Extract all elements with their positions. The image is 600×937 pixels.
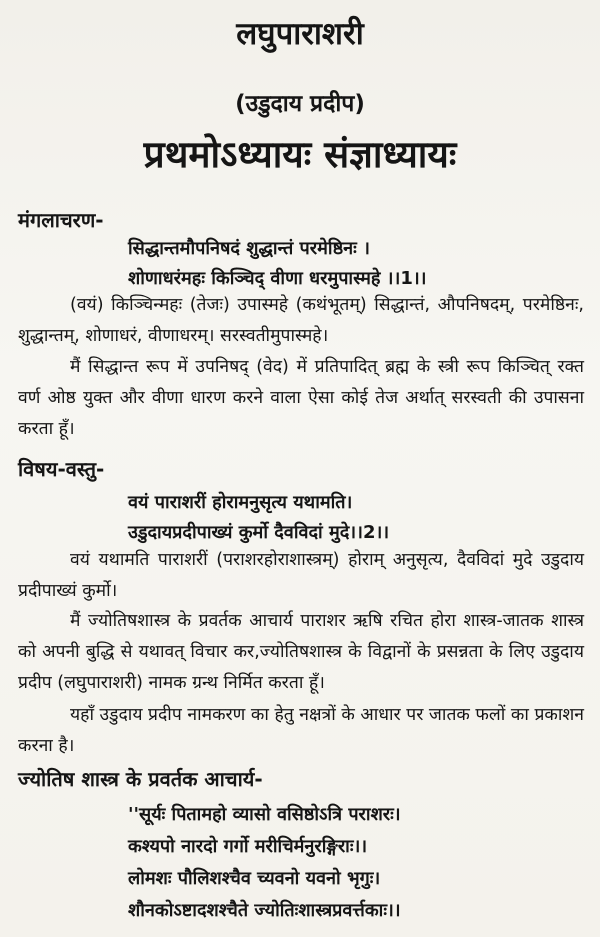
verse-3-line-1: ''सूर्यः पितामहो व्यासो वसिष्ठोऽत्रि पराशरः। (128, 804, 401, 825)
verse-3-line-2: कश्यपो नारदो गर्गो मरीचिर्मनुरङ्गिराः।। (128, 836, 368, 857)
verse-1-line-1: सिद्धान्तमौपनिषदं शुद्धान्तं परमेष्ठिनः । (128, 238, 370, 259)
section-heading-vishay-vastu: विषय-वस्तु- (18, 457, 105, 481)
verse-2-anvaya: वयं यथामति पाराशरीं (पराशरहोराशास्त्रम्) होराम् अनुसृत्य, दैवविदां मुदे उडुदाय प्रदीपाख्यं कुर्मो। (18, 550, 584, 601)
verse-2-line-1: वयं पाराशरीं होरामनुसृत्य यथामति। (128, 492, 353, 513)
section-heading-mangalacharan: मंगलाचरण- (18, 208, 104, 232)
naming-reason: यहाँ उडुदाय प्रदीप नामकरण का हेतु नक्षत्रों के आधार पर जातक फलों का प्रकाशन करना है। (18, 705, 584, 756)
verse-1-anvaya: (वयं) किञ्चिन्महः (तेजः) उपास्महे (कथंभूतम्) सिद्धान्तं, औपनिषदम्, परमेष्ठिनः, शुद्धान्तम्, शोणाधरं, वीणाधरम्। सरस्वतीमुपास्महे। (18, 295, 584, 346)
verse-2-meaning: मैं ज्योतिषशास्त्र के प्रवर्तक आचार्य पाराशर ऋषि रचित होरा शास्त्र-जातक शास्त्र को अपनी बुद्धि से यथावत् विचार कर,ज्योतिषशास्त्र के विद्वानों के प्रसन्नता के लिए उडुदाय प्रदीप (लघुपाराशरी) नामक ग्रन्थ निर्मित करता हूँ। (18, 611, 584, 693)
chapter-title: प्रथमोऽध्यायः संज्ञाध्यायः (143, 133, 457, 176)
verse-3-line-4: शौनकोऽष्टादशश्चैते ज्योतिःशास्त्रप्रवर्त्तकाः।। (128, 900, 401, 921)
book-title: लघुपाराशरी (236, 16, 364, 52)
verse-3-line-3: लोमशः पौलिशश्चैव च्यवनो यवनो भृगुः। (128, 868, 381, 889)
verse-1-meaning: मैं सिद्धान्त रूप में उपनिषद् (वेद) में प्रतिपादित् ब्रह्म के स्त्री रूप किञ्चित् रक्त वर्ण ओष्ठ युक्त और वीणा धारण करने वाला ऐसा कोई तेज अर्थात् सरस्वती की उपासना करता हूँ। (18, 357, 584, 439)
book-subtitle: (उडुदाय प्रदीप) (235, 91, 365, 117)
verse-1-line-2: शोणाधरंमहः किञ्चिद् वीणा धरमुपास्महे ।।1।। (128, 268, 427, 289)
section-heading-acharya: ज्योतिष शास्त्र के प्रवर्तक आचार्य- (18, 767, 263, 791)
verse-2-line-2: उडुदायप्रदीपाख्यं कुर्मो दैवविदां मुदे।।2।। (128, 522, 390, 543)
